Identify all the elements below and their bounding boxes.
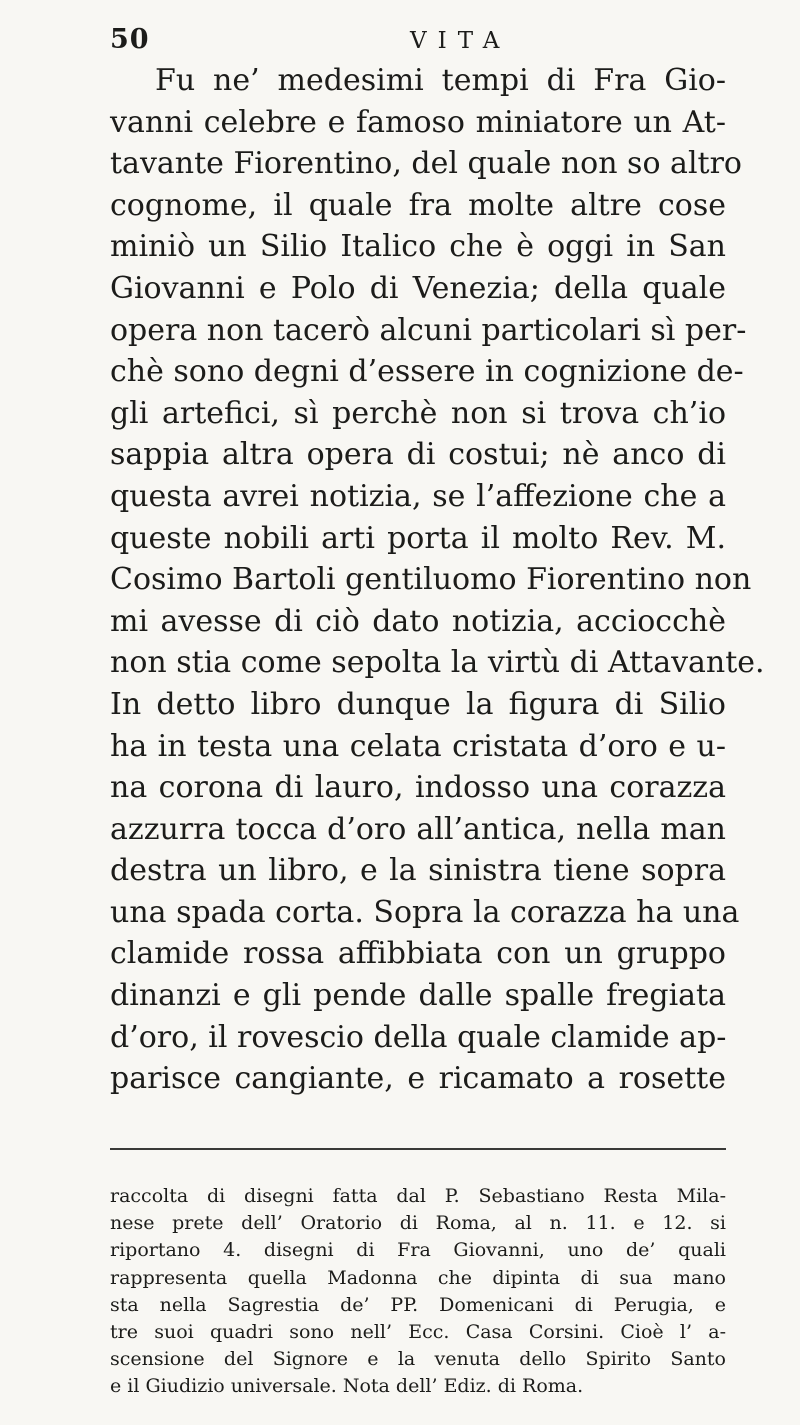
text-line: parisce cangiante, e ricamato a rosette [110,1061,726,1097]
text-line: questa avrei notizia, se l’affezione che a [110,478,726,514]
text-line: azzurra tocca d’oro all’antica, nella man [110,811,726,847]
text-line: miniò un Silio Italico che è oggi in San [110,229,726,265]
running-head: VITA [410,28,511,54]
text-line: mi avesse di ciò dato notizia, acciocchè [110,603,726,639]
text-line: tavante Fiorentino, del quale non so altro [110,146,742,182]
footnote-line: rappresenta quella Madonna che dipinta di sua mano [110,1266,726,1289]
footnote-line: tre suoi quadri sono nell’ Ecc. Casa Corsini. Cioè l’ a- [110,1320,726,1343]
page-number: 50 [110,24,150,55]
text-line: una spada corta. Sopra la corazza ha una [110,894,740,930]
text-line: sappia altra opera di costui; nè anco di [110,437,726,473]
text-line: clamide rossa affibbiata con un gruppo [110,936,726,972]
main-text [110,60,765,1100]
footnote-line: raccolta di disegni fatta dal P. Sebastiano Resta Mila- [110,1185,726,1207]
text-line: Fu ne’ medesimi tempi di Fra Gio- [155,63,726,98]
text-line: na corona di lauro, indosso una corazza [110,770,726,806]
footnote-line: sta nella Sagrestia de’ PP. Domenicani di Perugia, e [110,1293,726,1316]
text-line: Cosimo Bartoli gentiluomo Fiorentino non [110,562,752,598]
text-line: non stia come sepolta la virtù di Attavante. [110,645,765,681]
text-line: Giovanni e Polo di Venezia; della quale [110,270,726,306]
text-line: vanni celebre e famoso miniatore un At- [110,104,726,140]
footnote-line: nese prete dell’ Oratorio di Roma, al n. 11. e 12. si [110,1212,726,1235]
footnote-divider [110,1148,726,1150]
text-line: dinanzi e gli pende dalle spalle fregiata [110,978,726,1014]
footnote-line: riportano 4. disegni di Fra Giovanni, uno de’ quali [110,1239,726,1262]
footnote-line: e il Giudizio universale. Nota dell’ Ediz. di Roma. [110,1375,584,1398]
text-line: d’oro, il rovescio della quale clamide ap- [110,1019,727,1055]
text-line: chè sono degni d’essere in cognizione de- [110,354,744,390]
text-line: queste nobili arti porta il molto Rev. M. [110,520,726,556]
text-line: opera non tacerò alcuni particolari sì per- [110,312,747,348]
text-line: In detto libro dunque la figura di Silio [110,686,726,722]
text-line: gli artefici, sì perchè non si trova ch’io [110,395,726,431]
footnote-line: scensione del Signore e la venuta dello Spirito Santo [110,1348,726,1371]
text-line: cognome, il quale fra molte altre cose [110,187,726,223]
footnote [110,1183,726,1401]
text-line: ha in testa una celata cristata d’oro e u- [110,728,726,764]
page-header [110,24,720,60]
text-line: destra un libro, e la sinistra tiene sopra [110,853,726,889]
